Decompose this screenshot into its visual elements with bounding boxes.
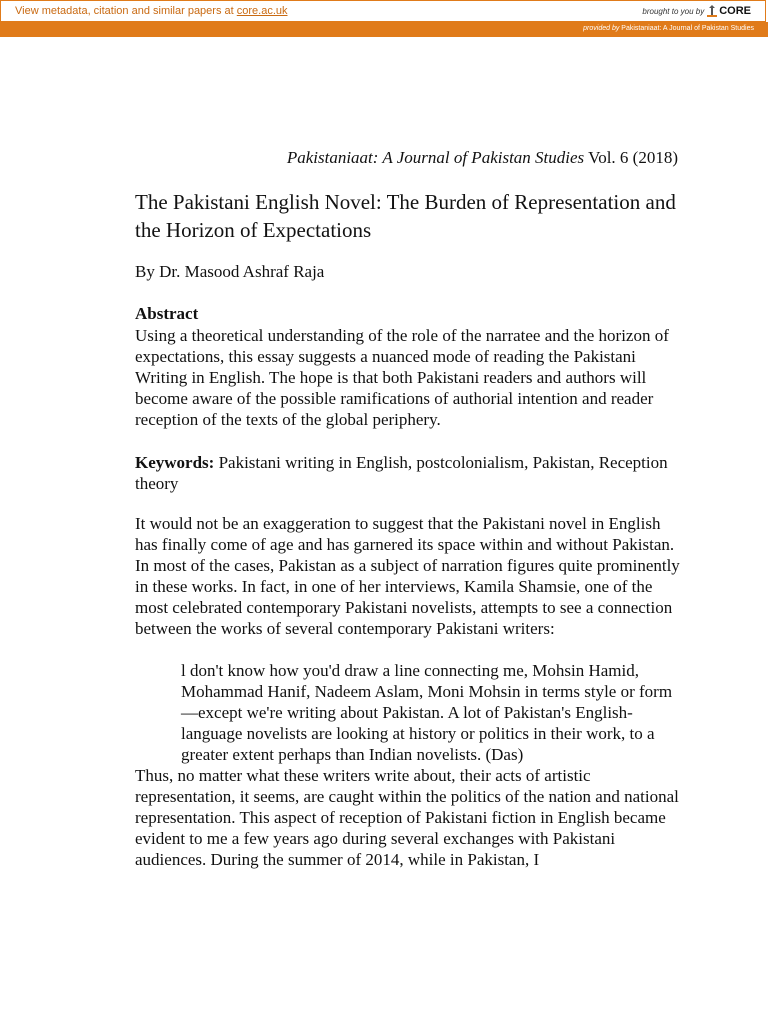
journal-volume: Vol. 6 (2018) [588, 148, 678, 167]
core-metadata-link[interactable] [15, 5, 288, 17]
core-link-domain[interactable]: core.ac.uk [236, 5, 288, 17]
body-paragraph-1: It would not be an exaggeration to suggest that the Pakistani novel in English has finally come of age and has garnered its space within and without Pakistan. In most of the cases, Pakistan as a subject of narration figures quite prominently in these works. In fact, in one of her interviews, Kamila Shamsie, one of the most celebrated contemporary Pakistani novelists, attempts to see a connection between the works of several contemporary Pakistani writers: [135, 514, 680, 638]
core-provided-source: Pakistaniaat: A Journal of Pakistan Studies [621, 25, 754, 32]
keywords-text: Pakistani writing in English, postcolonialism, Pakistan, Reception theory [135, 453, 668, 493]
core-brought-by[interactable] [642, 5, 751, 17]
block-quote: l don't know how you'd draw a line connecting me, Mohsin Hamid, Mohammad Hanif, Nadeem Aslam, Moni Mohsin in terms style or form—except we're writing about Pakistan. A lot of Pakistan's English-language novelists are looking at history or politics in their work, to a greater extent perhaps than Indian novelists. (Das) [181, 661, 673, 764]
keywords [135, 452, 680, 494]
core-logo-text: CORE [719, 5, 751, 17]
core-link-prefix: View metadata, citation and similar papers at [15, 5, 237, 17]
core-banner-bottom [0, 22, 768, 37]
paper-title: The Pakistani English Novel: The Burden of Representation and the Horizon of Expectations [135, 190, 676, 242]
core-provided-prefix: provided by [583, 25, 622, 32]
keywords-label: Keywords: [135, 453, 215, 472]
paper-author: By Dr. Masood Ashraf Raja [135, 262, 325, 281]
core-banner-top [0, 0, 766, 22]
core-brought-text: brought to you by [642, 6, 705, 16]
journal-header [135, 148, 678, 168]
core-banner [0, 0, 768, 37]
abstract-heading: Abstract [135, 304, 199, 323]
abstract-text: Using a theoretical understanding of the role of the narratee and the horizon of expectations, this essay suggests a nuanced mode of reading the Pakistani Writing in English. The hope is that both Pakistani readers and authors will become aware of the possible ramifications of authorial intention and reader reception of the texts of the global periphery. [135, 326, 669, 429]
core-logo-icon [707, 5, 717, 17]
core-logo[interactable] [707, 5, 751, 17]
core-provided-by[interactable] [583, 25, 754, 32]
body-paragraph-2: Thus, no matter what these writers write about, their acts of artistic representation, it seems, are caught within the politics of the nation and national representation. This aspect of reception of Pakistani fiction in English became evident to me a few years ago during several exchanges with Pakistani audiences. During the summer of 2014, while in Pakistan, I [135, 766, 679, 869]
journal-name: Pakistaniaat: A Journal of Pakistan Studies [286, 148, 585, 167]
